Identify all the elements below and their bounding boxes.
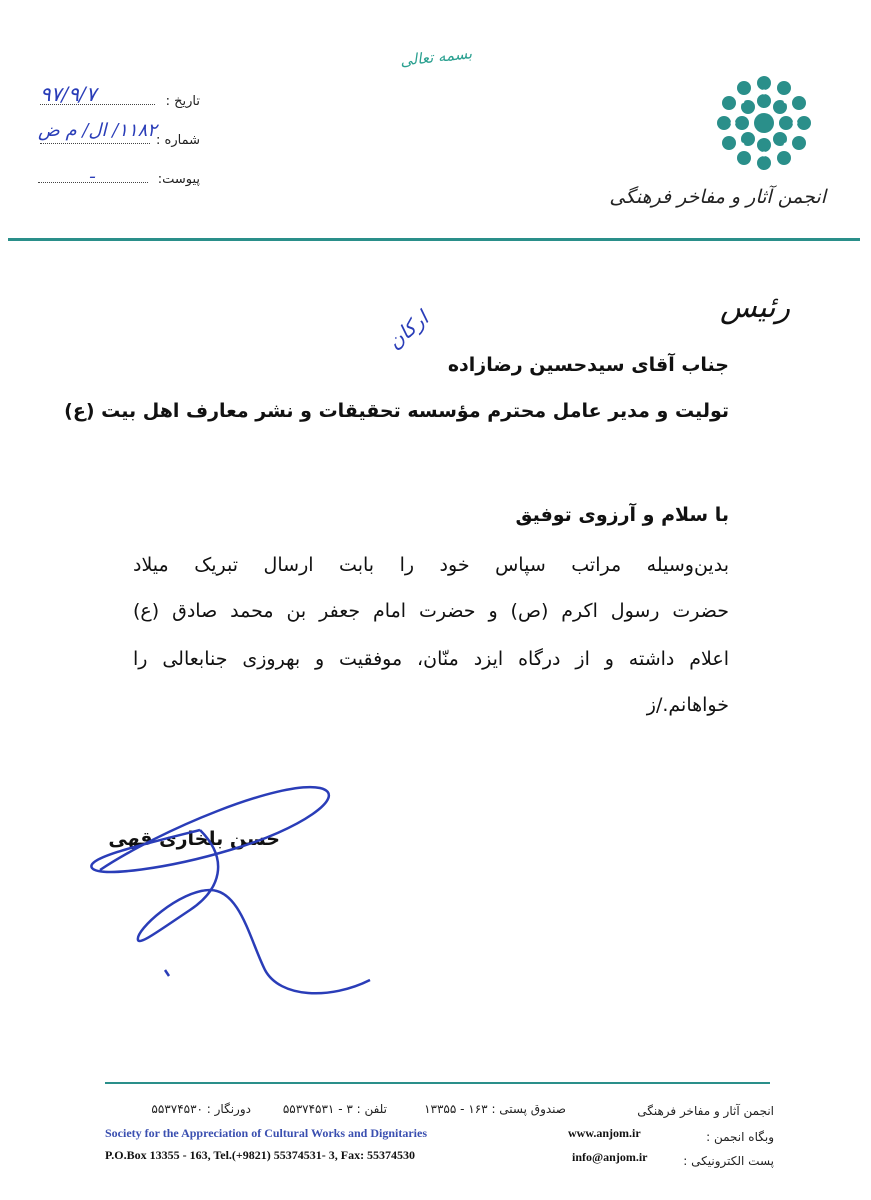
org-name-logo: انجمن آثار و مفاخر فرهنگی [609,186,826,208]
invocation-text: بسمه تعالی [399,44,473,70]
signatory-name: حسن بلخاری قهی [108,828,280,850]
signature-scribble [80,770,390,1010]
footer-fax: دورنگار : ۵۵۳۷۴۵۳۰ [151,1102,251,1116]
footer-org-en: Society for the Appreciation of Cultural Works and Dignitaries [105,1126,428,1140]
attachment-value: ـ [90,163,95,182]
footer-address-en: P.O.Box 13355 - 163, Tel.(+9821) 55374531- 3, Fax: 55374530 [105,1148,416,1162]
header-divider [8,238,860,241]
attachment-label: پیوست: [157,172,200,187]
number-value: ۱۱۸۲/ ال/ م ض [38,120,157,141]
footer-email-link[interactable]: info@anjom.ir [572,1150,648,1164]
body-line: حضرت رسول اکرم (ص) و حضرت امام جعفر بن محمد صادق (ع) [133,600,729,622]
note-title: رئیس [720,290,791,325]
number-field-line [40,143,150,144]
rosette-logo-icon [686,68,836,178]
date-value: ۹۷/۹/۷ [40,82,97,106]
date-label: تاریخ : [165,94,200,109]
footer-divider [105,1082,770,1084]
logo [609,68,836,228]
greeting: با سلام و آرزوی توفیق [515,504,729,526]
footer-postal-box: صندوق پستی : ۱۶۳ - ۱۳۳۵۵ [424,1102,566,1116]
footer-phone: تلفن : ۳ - ۵۵۳۷۴۵۳۱ [282,1102,387,1116]
body-line: خواهانم./ز [646,694,729,716]
recipient-handwritten: ارکان [382,306,433,354]
attachment-field-line [38,182,148,183]
number-label: شماره : [156,133,200,148]
footer-website-label: وبگاه انجمن : [706,1130,774,1144]
body-line: اعلام داشته و از درگاه ایزد منّان، موفقیت و بهروزی جنابعالی را [133,648,729,670]
recipient-line1: جناب آقای سیدحسین رضازاده [447,354,729,376]
recipient-line2: تولیت و مدیر عامل محترم مؤسسه تحقیقات و نشر معارف اهل بیت (ع) [64,400,729,422]
footer-org-fa: انجمن آثار و مفاخر فرهنگی [637,1104,774,1118]
body-line: بدین‌وسیله مراتب سپاس خود را بابت ارسال تبریک میلاد [133,554,729,576]
footer-email-label: پست الکترونیکی : [683,1154,774,1168]
footer-website-link[interactable]: www.anjom.ir [568,1126,641,1140]
